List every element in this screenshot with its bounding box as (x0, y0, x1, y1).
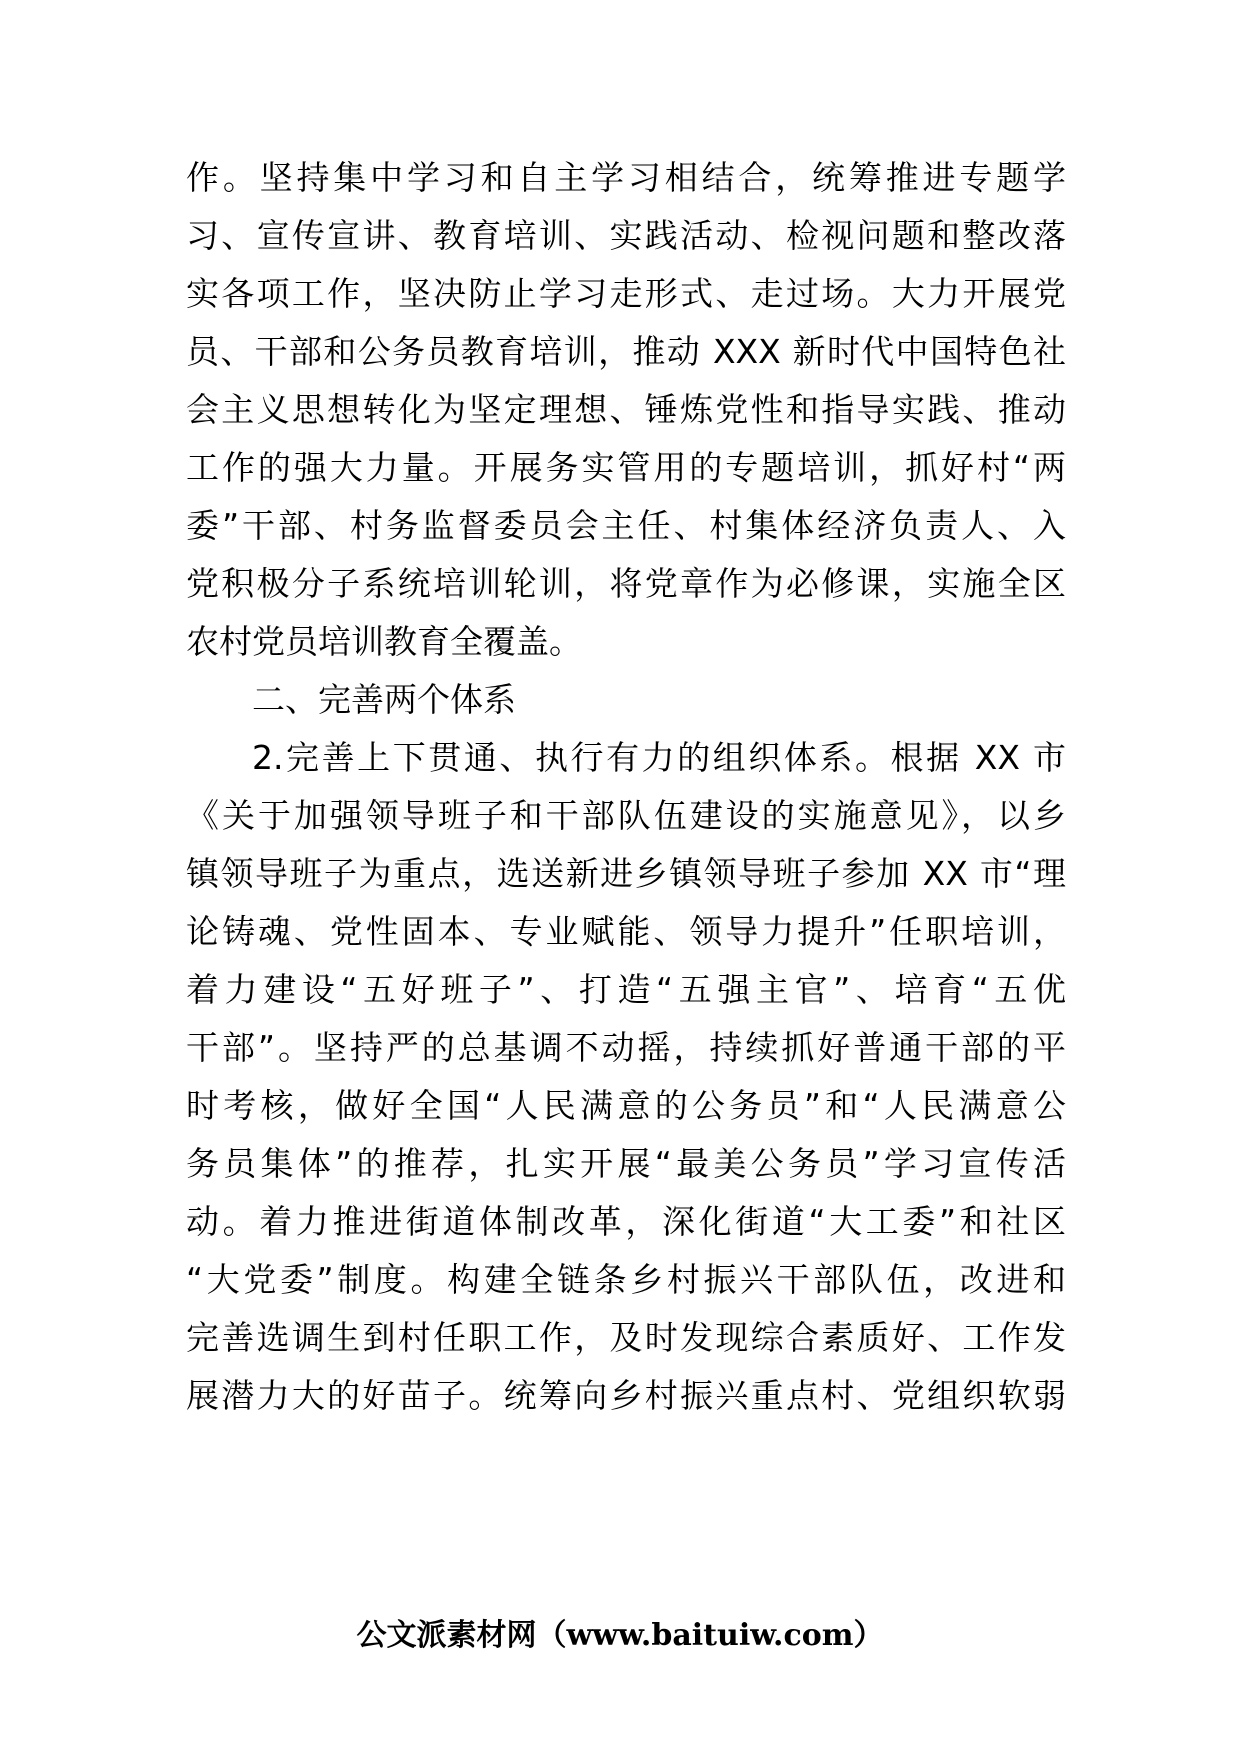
body-line-11: 2.完善上下贯通、执行有力的组织体系。根据 XX 市 (252, 738, 1066, 777)
body-line-16: 干部”。坚持严的总基调不动摇，持续抓好普通干部的平 (186, 1028, 1066, 1067)
body-line-7: 委”干部、村务监督委员会主任、村集体经济负责人、入 (186, 506, 1066, 545)
body-line-15: 着力建设“五好班子”、打造“五强主官”、培育“五优 (186, 970, 1066, 1009)
footer-watermark: 公文派素材网（www.baituiw.com） (356, 1618, 884, 1653)
body-line-19: 动。着力推进街道体制改革，深化街道“大工委”和社区 (186, 1202, 1066, 1241)
body-line-17: 时考核，做好全国“人民满意的公务员”和“人民满意公 (186, 1086, 1066, 1125)
body-line-9: 农村党员培训教育全覆盖。 (186, 622, 582, 661)
body-line-4: 员、干部和公务员教育培训，推动 XXX 新时代中国特色社 (186, 332, 1066, 371)
body-line-14: 论铸魂、党性固本、专业赋能、领导力提升”任职培训， (186, 912, 1066, 951)
body-line-21: 完善选调生到村任职工作，及时发现综合素质好、工作发 (186, 1318, 1066, 1357)
body-line-6: 工作的强大力量。开展务实管用的专题培训，抓好村“两 (186, 448, 1066, 487)
body-line-20: “大党委”制度。构建全链条乡村振兴干部队伍，改进和 (186, 1260, 1066, 1299)
body-line-2: 习、宣传宣讲、教育培训、实践活动、检视问题和整改落 (186, 216, 1066, 255)
body-line-1: 作。坚持集中学习和自主学习相结合，统筹推进专题学 (186, 158, 1066, 197)
body-line-18: 务员集体”的推荐，扎实开展“最美公务员”学习宣传活 (186, 1144, 1066, 1183)
body-line-13: 镇领导班子为重点，选送新进乡镇领导班子参加 XX 市“理 (186, 854, 1066, 893)
section-heading: 二、完善两个体系 (252, 680, 516, 719)
body-line-22: 展潜力大的好苗子。统筹向乡村振兴重点村、党组织软弱 (186, 1376, 1066, 1415)
body-line-8: 党积极分子系统培训轮训，将党章作为必修课，实施全区 (186, 564, 1066, 603)
body-line-3: 实各项工作，坚决防止学习走形式、走过场。大力开展党 (186, 274, 1066, 313)
body-line-12: 《关于加强领导班子和干部队伍建设的实施意见》，以乡 (186, 796, 1066, 835)
body-line-5: 会主义思想转化为坚定理想、锤炼党性和指导实践、推动 (186, 390, 1066, 429)
